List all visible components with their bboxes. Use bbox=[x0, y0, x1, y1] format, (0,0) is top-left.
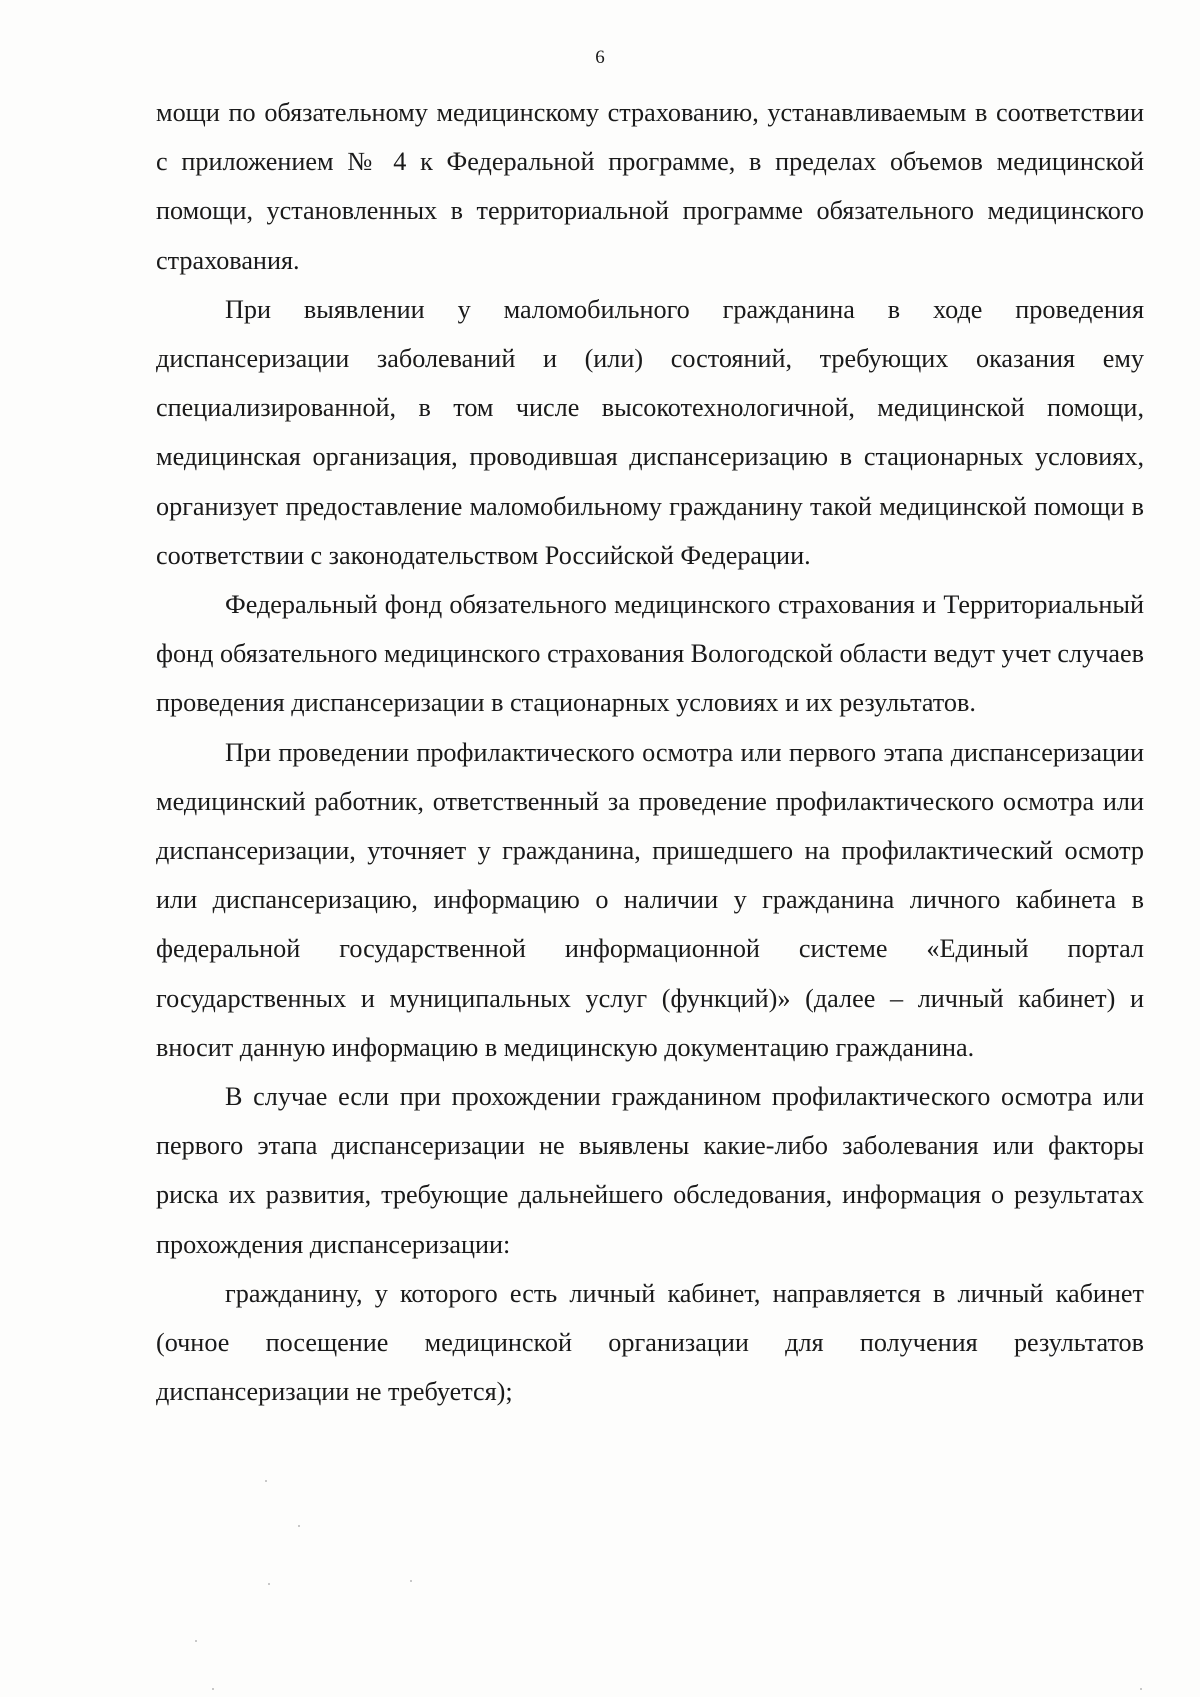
page-number: 6 bbox=[595, 47, 605, 68]
scan-speck bbox=[1140, 1688, 1142, 1690]
scan-speck bbox=[195, 1640, 197, 1642]
paragraph: Федеральный фонд обязательного медицинского страхования и Территориальный фонд обязательного медицинского страхования Вологодской области ведут учет случаев проведения диспансеризации в стационарных условиях и их результатов. bbox=[156, 590, 1144, 718]
scan-speck bbox=[212, 1688, 214, 1690]
scan-speck bbox=[268, 1583, 270, 1585]
paragraph: При выявлении у маломобильного гражданина в ходе проведения диспансеризации заболеваний и (или) состояний, требующих оказания ему специализированной, в том числе высокотехнологичной, медицинской помощи, медицинская организация, проводившая диспансеризацию в стационарных условиях, организует предоставление маломобильному гражданину такой медицинской помощи в соответствии с законодательством Российской Федерации. bbox=[156, 294, 1144, 570]
scan-speck bbox=[298, 1525, 300, 1527]
scan-speck bbox=[265, 1480, 267, 1482]
paragraph: В случае если при прохождении гражданином профилактического осмотра или первого этапа диспансеризации не выявлены какие-либо заболевания или факторы риска их развития, требующие дальнейшего обследования, информация о результатах прохождения диспансеризации: bbox=[156, 1082, 1144, 1259]
paragraph: гражданину, у которого есть личный кабинет, направляется в личный кабинет (очное посещение медицинской организации для получения результатов диспансеризации не требуется); bbox=[156, 1278, 1144, 1407]
scan-speck bbox=[410, 1580, 412, 1582]
paragraph: При проведении профилактического осмотра или первого этапа диспансеризации медицинский работник, ответственный за проведение профилактического осмотра или диспансеризации, уточняет у гражданина, пришедшего на профилактический осмотр или диспансеризацию, информацию о наличии у гражданина личного кабинета в федеральной государственной информационной системе «Единый портал государственных и муниципальных услуг (функций)» (далее – личный кабинет) и вносит данную информацию в медицинскую документацию гражданина. bbox=[156, 737, 1144, 1062]
document-body bbox=[156, 88, 1144, 1416]
paragraph-continuation: мощи по обязательному медицинскому страхованию, устанавливаемым в соответствии с приложением № 4 к Федеральной программе, в пределах объемов медицинской помощи, установленных в территориальной программе обязательного медицинского страхования. bbox=[156, 98, 1144, 275]
